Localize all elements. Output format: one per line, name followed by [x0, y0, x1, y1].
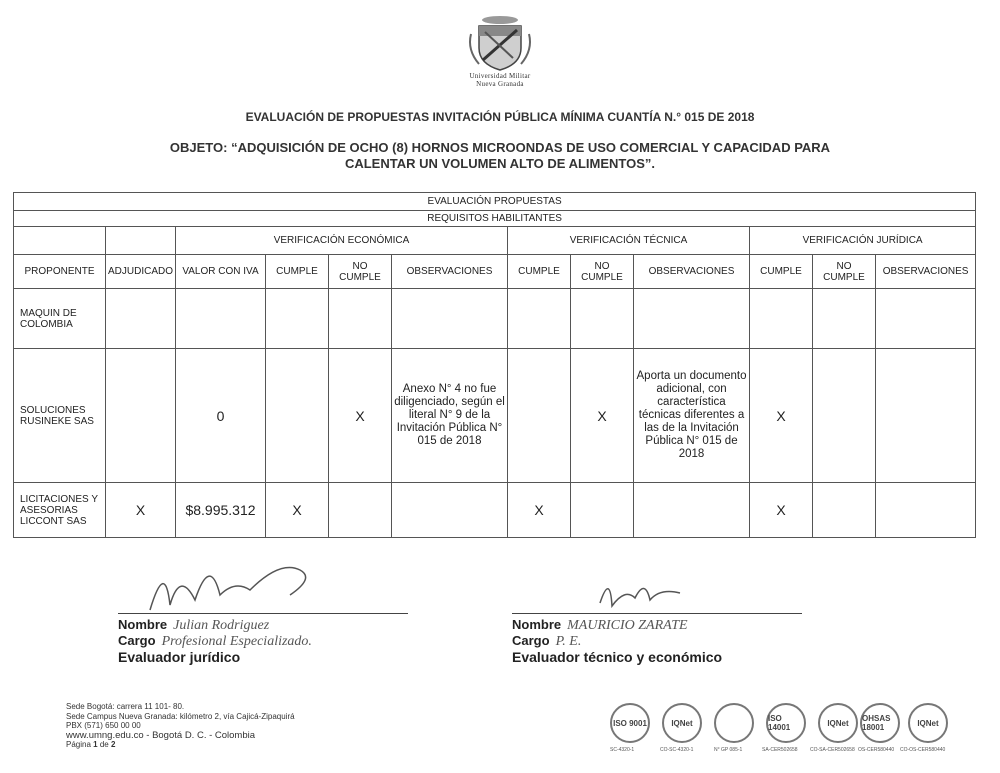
footer-line-2: Sede Campus Nueva Granada: kilómetro 2, vía Cajicá-Zipaquirá — [66, 711, 295, 721]
cert-seal-icon: ISO 14001 — [766, 703, 806, 743]
cell-tec-cumple — [508, 349, 571, 483]
evaluation-table — [13, 192, 976, 538]
cell-valor: 0 — [176, 349, 266, 483]
cargo-value: P. E. — [555, 634, 582, 649]
table-subtitle: REQUISITOS HABILITANTES — [14, 211, 976, 227]
col-tec-cumple: CUMPLE — [508, 255, 571, 289]
signature-left-cargo — [118, 633, 312, 650]
cell-tec-cumple — [508, 289, 571, 349]
cert-code: CO-OS-CER580440 — [900, 747, 946, 753]
cell-tec-cumple: X — [508, 483, 571, 538]
cert-code: CO-SC-4320-1 — [660, 747, 694, 753]
cell-tec-no-cumple — [571, 289, 634, 349]
footer-address — [66, 702, 295, 750]
cert-seal-icon: OHSAS 18001 — [860, 703, 900, 743]
footer-website[interactable]: www.umng.edu.co - Bogotá D. C. - Colombia — [66, 729, 256, 741]
page-prefix: Página — [66, 740, 94, 749]
cell-proponente: MAQUIN DE COLOMBIA — [14, 289, 106, 349]
cell-proponente: SOLUCIONES RUSINEKE SAS — [14, 349, 106, 483]
cell-jur-no-cumple — [813, 483, 876, 538]
document-title: EVALUACIÓN DE PROPUESTAS INVITACIÓN PÚBLICA MÍNIMA CUANTÍA N.° 015 DE 2018 — [245, 110, 755, 124]
col-tec-no-cumple: NO CUMPLE — [571, 255, 634, 289]
cell-tec-observaciones — [634, 483, 750, 538]
col-eco-observaciones: OBSERVACIONES — [392, 255, 508, 289]
cell-adjudicado: X — [106, 483, 176, 538]
col-eco-no-cumple: NO CUMPLE — [329, 255, 392, 289]
cert-seal-icon: IQNet — [662, 703, 702, 743]
signature-right-nombre — [512, 617, 688, 634]
table-title: EVALUACIÓN PROPUESTAS — [14, 193, 976, 211]
cell-eco-no-cumple — [329, 483, 392, 538]
cell-jur-observaciones — [876, 483, 976, 538]
page-mid: de — [97, 740, 111, 749]
cell-eco-observaciones: Anexo N° 4 no fue diligenciado, según el literal N° 9 de la Invitación Pública N° 015 de 2018 — [392, 349, 508, 483]
university-name-line1: Universidad Militar — [469, 72, 531, 80]
cell-jur-no-cumple — [813, 289, 876, 349]
nombre-value: Julian Rodriguez — [173, 618, 270, 633]
col-eco-cumple: CUMPLE — [266, 255, 329, 289]
signature-scribble-left — [140, 550, 340, 620]
group-technical: VERIFICACIÓN TÉCNICA — [508, 227, 750, 255]
cell-jur-cumple: X — [750, 349, 813, 483]
cert-seal-icon: IQNet — [908, 703, 948, 743]
signature-left-role: Evaluador jurídico — [118, 649, 241, 665]
signature-right-cargo — [512, 633, 581, 650]
nombre-label: Nombre — [118, 617, 168, 632]
cell-eco-cumple — [266, 349, 329, 483]
header-blank — [106, 227, 176, 255]
col-valor: VALOR CON IVA — [176, 255, 266, 289]
cell-adjudicado — [106, 349, 176, 483]
page-current: 1 — [93, 740, 98, 749]
university-name-line2: Nueva Granada — [476, 80, 524, 88]
cell-eco-no-cumple: X — [329, 349, 392, 483]
group-legal: VERIFICACIÓN JURÍDICA — [750, 227, 976, 255]
nombre-label: Nombre — [512, 617, 562, 632]
university-logo — [455, 14, 545, 88]
col-tec-observaciones: OBSERVACIONES — [634, 255, 750, 289]
cell-tec-no-cumple — [571, 483, 634, 538]
cell-adjudicado — [106, 289, 176, 349]
col-jur-no-cumple: NO CUMPLE — [813, 255, 876, 289]
table-row — [14, 289, 976, 349]
cert-code: N° GP 085-1 — [714, 747, 743, 753]
footer-line-3: PBX (571) 650 00 00 — [66, 721, 141, 730]
cert-seal-icon: IQNet — [818, 703, 858, 743]
cert-code: OS-CER580440 — [858, 747, 895, 753]
footer-line-1: Sede Bogotá: carrera 11 101- 80. — [66, 702, 185, 711]
page-total: 2 — [110, 740, 116, 749]
cargo-label: Cargo — [118, 633, 156, 648]
nombre-value: MAURICIO ZARATE — [567, 618, 688, 633]
table-row — [14, 483, 976, 538]
cert-code: SC-4320-1 — [610, 747, 635, 753]
table-row — [14, 349, 976, 483]
cell-eco-cumple — [266, 289, 329, 349]
signature-left-nombre — [118, 617, 269, 634]
group-economic: VERIFICACIÓN ECONÓMICA — [176, 227, 508, 255]
cell-jur-observaciones — [876, 349, 976, 483]
cell-tec-no-cumple: X — [571, 349, 634, 483]
signature-scribble-right — [590, 568, 690, 613]
page-indicator — [66, 740, 295, 750]
col-jur-cumple: CUMPLE — [750, 255, 813, 289]
col-jur-observaciones: OBSERVACIONES — [876, 255, 976, 289]
cell-jur-cumple — [750, 289, 813, 349]
signature-line-right — [512, 613, 802, 614]
cargo-value: Profesional Especializado. — [161, 634, 312, 649]
cargo-label: Cargo — [512, 633, 550, 648]
signature-line-left — [118, 613, 408, 614]
header-blank — [14, 227, 106, 255]
object-line-1: OBJETO: “ADQUISICIÓN DE OCHO (8) HORNOS MICROONDAS DE USO COMERCIAL Y CAPACIDAD PARA — [169, 140, 831, 155]
cert-code: SA-CER502658 — [762, 747, 798, 753]
cell-jur-cumple: X — [750, 483, 813, 538]
cert-seal-icon: ISO 9001 — [610, 703, 650, 743]
cell-jur-observaciones — [876, 289, 976, 349]
cell-valor — [176, 289, 266, 349]
col-proponente: PROPONENTE — [14, 255, 106, 289]
cell-proponente: LICITACIONES Y ASESORIAS LICCONT SAS — [14, 483, 106, 538]
cert-code: CO-SA-CER502658 — [810, 747, 855, 753]
cell-valor: $8.995.312 — [176, 483, 266, 538]
shield-icon — [465, 14, 535, 72]
document-object — [0, 140, 1000, 172]
cell-jur-no-cumple — [813, 349, 876, 483]
object-line-2: CALENTAR UN VOLUMEN ALTO DE ALIMENTOS”. — [344, 156, 656, 171]
col-adjudicado: ADJUDICADO — [106, 255, 176, 289]
cell-eco-no-cumple — [329, 289, 392, 349]
cell-eco-cumple: X — [266, 483, 329, 538]
cell-eco-observaciones — [392, 483, 508, 538]
cell-eco-observaciones — [392, 289, 508, 349]
signature-right-role: Evaluador técnico y económico — [512, 649, 723, 665]
cell-tec-observaciones — [634, 289, 750, 349]
cell-tec-observaciones: Aporta un documento adicional, con característica técnicas diferentes a las de la Invitación Pública N° 015 de 2018 — [634, 349, 750, 483]
cert-seal-icon — [714, 703, 754, 743]
